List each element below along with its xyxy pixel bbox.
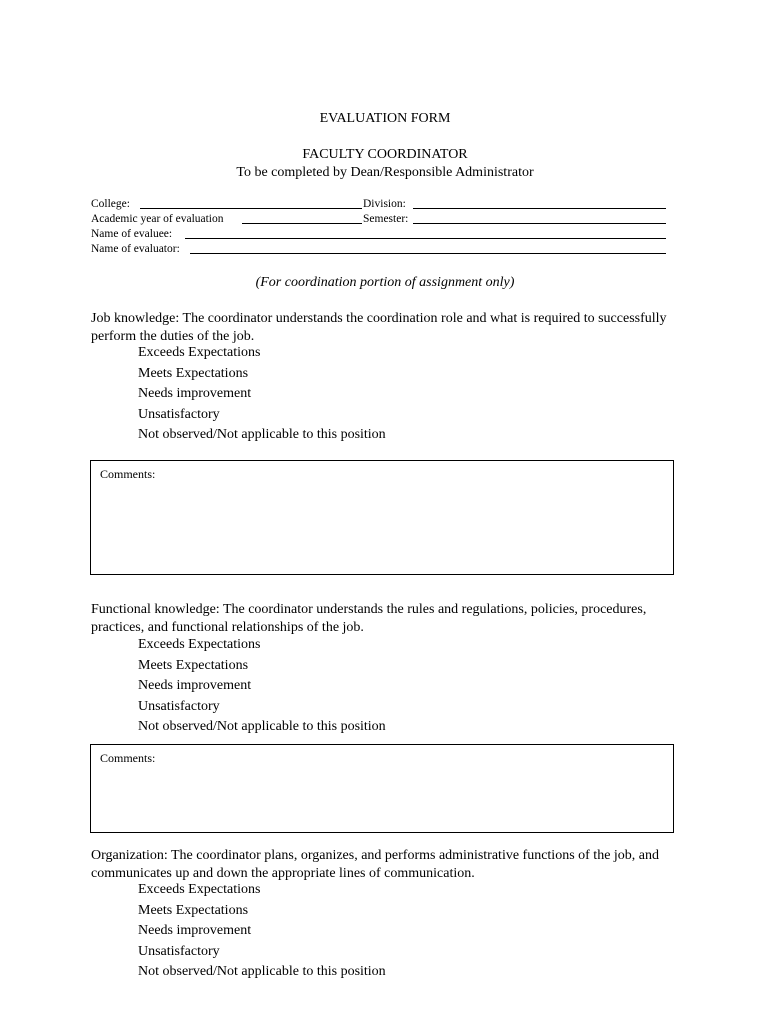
functional-knowledge-question: Functional knowledge: The coordinator understands the rules and regulations, policies, procedures, practices, and functional relationships of the job. [91, 602, 647, 635]
organization-option-exceeds[interactable]: Exceeds Expectations [138, 882, 261, 897]
comments-label: Comments: [100, 751, 156, 765]
coordination-note: (For coordination portion of assignment only) [255, 275, 515, 290]
functional-knowledge-comments-box[interactable] [90, 744, 674, 833]
functional-knowledge-option-needs-improvement[interactable]: Needs improvement [138, 678, 252, 693]
functional-knowledge-option-not-observed[interactable]: Not observed/Not applicable to this position [138, 719, 386, 734]
functional-knowledge-option-unsatisfactory[interactable]: Unsatisfactory [138, 698, 220, 714]
academic-year-field[interactable] [242, 223, 362, 224]
job-knowledge-option-meets[interactable]: Meets Expectations [138, 365, 249, 381]
info-row-evaluee [91, 227, 671, 241]
job-knowledge-option-unsatisfactory[interactable]: Unsatisfactory [138, 406, 220, 422]
job-knowledge-comments-box[interactable] [90, 460, 674, 575]
organization-option-needs-improvement[interactable]: Needs improvement [138, 923, 252, 938]
evaluator-field[interactable] [190, 253, 666, 254]
evaluee-field[interactable] [185, 238, 666, 239]
info-row-evaluator [91, 242, 671, 256]
comments-label: Comments: [100, 467, 156, 481]
job-knowledge-option-not-observed[interactable]: Not observed/Not applicable to this position [138, 427, 386, 442]
organization-question: Organization: The coordinator plans, organizes, and performs administrative functions of the job, and communicates up and down the appropriate lines of communication. [91, 848, 660, 881]
info-row-college-division [91, 197, 671, 211]
college-label: College: [91, 198, 130, 210]
organization-option-meets[interactable]: Meets Expectations [138, 902, 249, 918]
organization-options [138, 880, 386, 983]
semester-field[interactable] [413, 223, 666, 224]
division-field[interactable] [413, 208, 666, 209]
college-field[interactable] [140, 208, 362, 209]
form-title: EVALUATION FORM [319, 111, 451, 126]
academic-year-label: Academic year of evaluation [91, 213, 224, 225]
division-label: Division: [363, 198, 406, 210]
semester-label: Semester: [363, 213, 409, 225]
organization-option-unsatisfactory[interactable]: Unsatisfactory [138, 943, 220, 959]
evaluator-label: Name of evaluator: [91, 243, 180, 255]
job-knowledge-question: Job knowledge: The coordinator understands the coordination role and what is required to successfully perform the duties of the job. [91, 311, 667, 344]
job-knowledge-option-exceeds[interactable]: Exceeds Expectations [138, 345, 261, 360]
functional-knowledge-option-meets[interactable]: Meets Expectations [138, 657, 249, 673]
organization-option-not-observed[interactable]: Not observed/Not applicable to this position [138, 964, 386, 979]
info-row-year-semester [91, 212, 671, 226]
functional-knowledge-option-exceeds[interactable]: Exceeds Expectations [138, 637, 261, 652]
evaluee-label: Name of evaluee: [91, 228, 173, 240]
form-instruction: To be completed by Dean/Responsible Administrator [236, 165, 534, 180]
job-knowledge-options [138, 343, 386, 446]
form-subtitle: FACULTY COORDINATOR [302, 147, 468, 162]
job-knowledge-option-needs-improvement[interactable]: Needs improvement [138, 386, 252, 401]
functional-knowledge-options [138, 635, 386, 738]
